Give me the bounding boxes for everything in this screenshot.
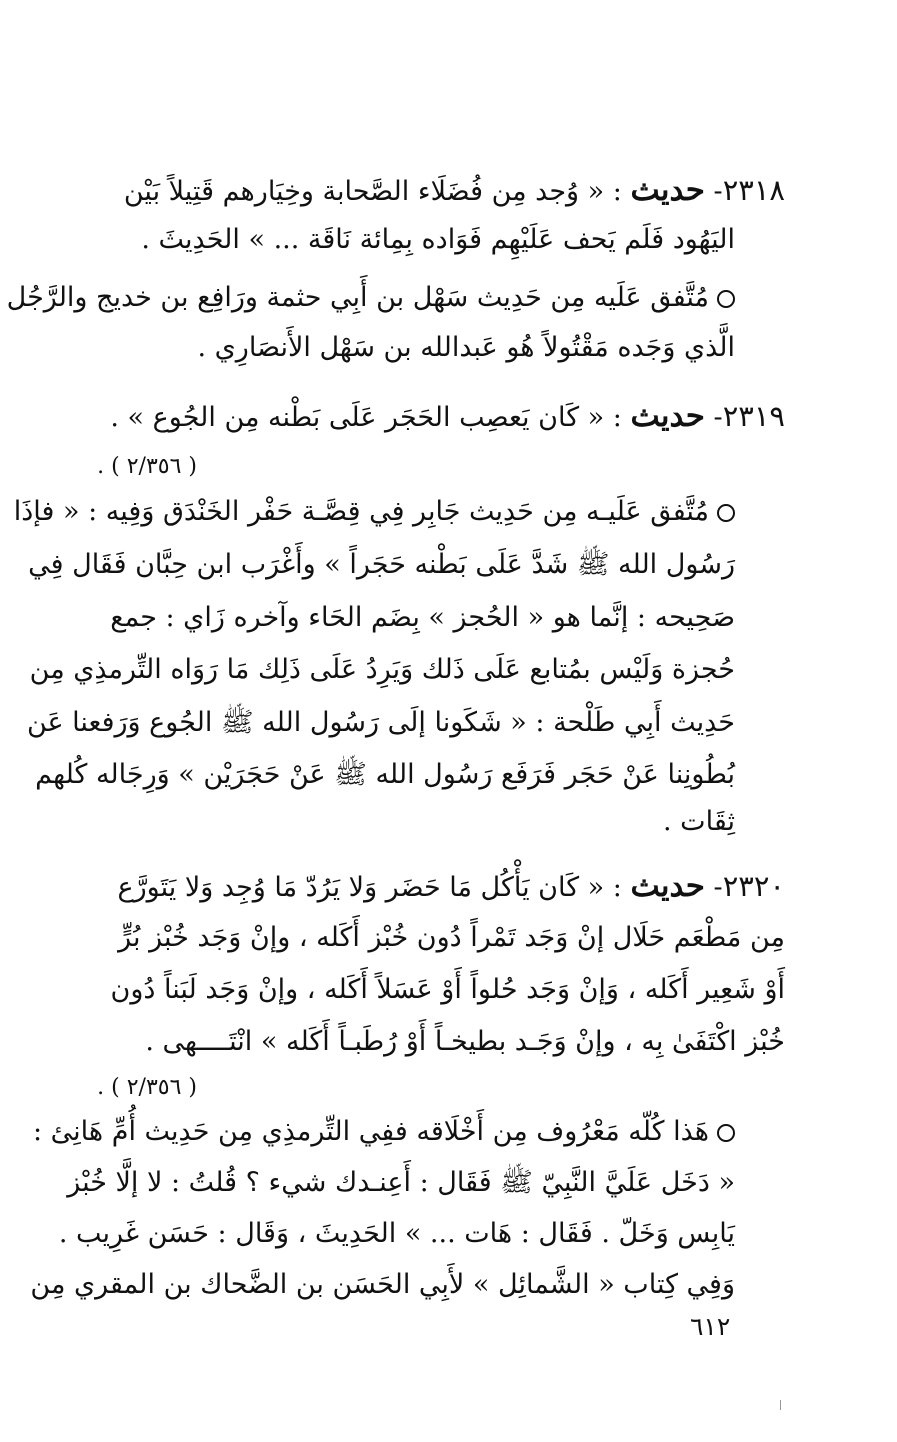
entry-2320-note-1: [33, 1112, 735, 1152]
entry-2320-line-2: مِن مَطْعَم حَلَال إنْ وَجَد تَمْراً دُون خُبْز أَكَله ، وإنْ وَجَد خُبْز بُرٍّ: [118, 922, 785, 953]
note-text: هَذا كُلّه مَعْرُوف مِن أَخْلَاقه ففِي التِّرمذِي مِن حَدِيث أُمِّ هَانِئ :: [32, 1116, 709, 1147]
entry-2320-note-3: يَابِس وَخَلّ . فَقَال : هَات ... » الحَدِيثَ ، وَقَال : حَسَن غَرِيب .: [58, 1218, 735, 1249]
entry-number: ٢٣١٩: [722, 399, 785, 433]
entry-2318-note-2: الَّذي وَجَده مَقْتُولاً هُو عَبدالله بن سَهْل الأَنصَارِي .: [197, 332, 735, 363]
entry-2319-note-4: حُجزة وَلَيْس بمُتابع عَلَى ذَلك وَيَرِدُ عَلَى ذَلِك مَا رَوَاه التِّرمذِي مِن: [29, 654, 735, 685]
entry-2319-note-6: بُطُونِنا عَنْ حَجَر فَرَفَع رَسُول الله ﷺ عَنْ حَجَرَيْن » وَرِجَاله كُلهم: [35, 759, 735, 790]
bullet-icon: [717, 1124, 735, 1142]
entry-2319-note-1: [14, 492, 735, 532]
hadith-keyword: حديث: [630, 172, 705, 208]
page-number: ٦١٢: [690, 1312, 731, 1341]
entry-2320-note-2: « دَخَل عَلَيَّ النَّبِيّ ﷺ فَقَال : أَعِنـدك شيء ؟ قُلتُ : لا إلَّا خُبْز: [67, 1167, 735, 1198]
entry-2319-ref: ( ٢/٣٥٦ ) .: [97, 454, 197, 479]
entry-2319-note-2: رَسُول الله ﷺ شَدَّ عَلَى بَطْنه حَجَراً » وأَغْرَب ابن حِبَّان فَقَال فِي: [28, 549, 735, 580]
entry-2320-note-4: وَفِي كِتاب « الشَّمائِل » لأَبِي الحَسَن بن الضَّحاك بن المقري مِن: [30, 1269, 735, 1300]
note-text: مُتَّفق عَلَيه مِن حَدِيث سَهْل بن أَبِي حثمة ورَافِع بن خديج والرَّجُل: [6, 282, 709, 313]
entry-2320-ref: ( ٢/٣٥٦ ) .: [97, 1075, 197, 1100]
entry-text: : « كَان يَعصِب الحَجَر عَلَى بَطْنه مِن الجُوع » .: [110, 402, 622, 433]
entry-text: : « كَان يَأْكُل مَا حَضَر وَلا يَرُدّ مَا وُجِد وَلا يَتَورَّع: [117, 872, 622, 903]
bullet-icon: [717, 290, 735, 308]
hadith-keyword: حديث: [630, 868, 705, 904]
entry-2320-line-4: خُبْز اكْتَفَىٰ بِه ، وإنْ وَجَـد بطيخـاً أَوْ رُطَبـاً أَكَله » انْتَــــهى .: [145, 1026, 785, 1057]
entry-2319-note-7: ثِقَات .: [663, 806, 735, 837]
entry-number: ٢٣١٨: [722, 173, 785, 207]
bullet-icon: [717, 504, 735, 522]
scan-mark: [780, 1400, 781, 1410]
entry-number: ٢٣٢٠: [722, 869, 785, 903]
entry-2318-line-1: ٢٣١٨- حديث : « وُجد مِن فُضَلَاء الصَّحابة وخِيَارهم قَتِيلاً بَيْن: [123, 172, 785, 208]
entry-2318-line-2: اليَهُود فَلَم يَحف عَلَيْهِم فَوَاده بِمِائة نَاقَة ... » الحَدِيثَ .: [141, 224, 735, 255]
entry-2319-line-1: ٢٣١٩- حديث : « كَان يَعصِب الحَجَر عَلَى بَطْنه مِن الجُوع » .: [110, 398, 785, 434]
hadith-keyword: حديث: [630, 398, 705, 434]
note-text: مُتَّفق عَلَيـه مِن حَدِيث جَابِر فِي قِصَّـة حَفْر الخَنْدَق وَفِيه : « فإذَا: [13, 496, 709, 527]
entry-text: : « وُجد مِن فُضَلَاء الصَّحابة وخِيَارهم قَتِيلاً بَيْن: [123, 176, 622, 207]
entry-2319-note-3: صَحِيحه : إنَّما هو « الحُجز » بِضَم الحَاء وآخره زَاي : جمع: [110, 602, 735, 633]
entry-2318-note-1: [7, 278, 735, 318]
entry-2319-note-5: حَدِيث أَبِي طَلْحة : « شَكَونا إلَى رَسُول الله ﷺ الجُوع وَرَفعنا عَن: [26, 707, 735, 738]
entry-2320-line-3: أَوْ شَعِير أَكَله ، وَإنْ وَجَد حُلواً أَوْ عَسَلاً أَكَله ، وإنْ وَجَد لَبَناً دُون: [110, 974, 785, 1005]
entry-2320-line-1: ٢٣٢٠- حديث : « كَان يَأْكُل مَا حَضَر وَلا يَرُدّ مَا وُجِد وَلا يَتَورَّع: [117, 868, 785, 904]
